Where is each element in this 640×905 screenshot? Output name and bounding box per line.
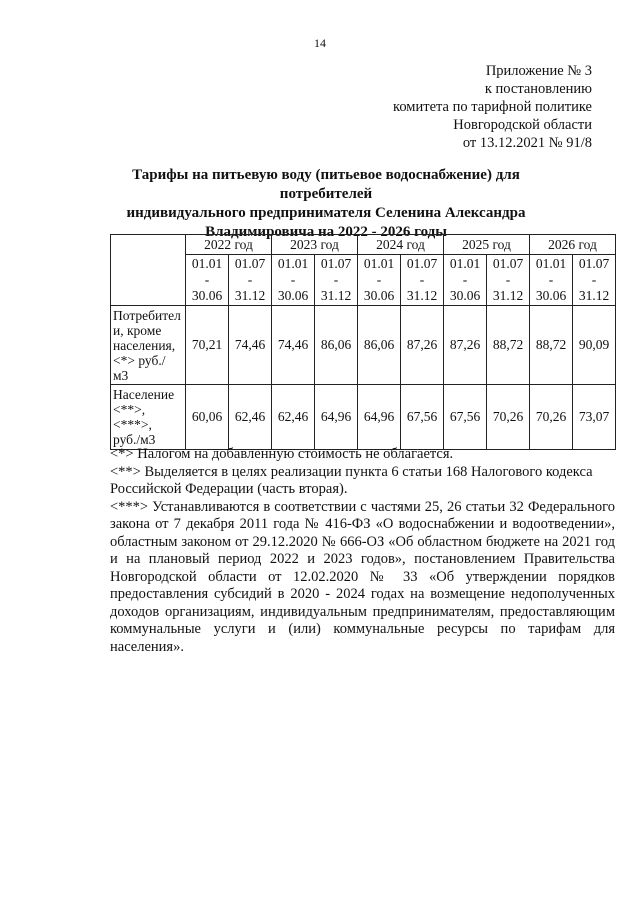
year-header: 2024 год	[358, 235, 444, 255]
period-header: 01.01 - 30.06	[358, 255, 401, 306]
footnote-legal-basis: <***> Устанавливаются в соответствии с частями 25, 26 статьи 32 Федерального закона от 7 декабря 2011 года № 416-ФЗ «О водоснабжении и водоотведении», областным законом от 29.12.2020 № 666-ОЗ «Об областном бюджете на 2021 год и на плановый период 2022 и 2023 годов», постановлением Правительства Новгородской области от 12.02.2020 № 33 «Об утверждении порядков предоставления субсидий в 2020 - 2024 годах на возмещение недополученных доходов организациям, индивидуальным предпринимателям, предоставляющим коммунальные услуги и (или) коммунальные ресурсы по тарифам для населения».	[110, 498, 615, 655]
tariff-value: 70,26	[530, 385, 573, 450]
tariff-value: 73,07	[573, 385, 616, 450]
period-header: 01.01 - 30.06	[272, 255, 315, 306]
tariff-value: 70,21	[186, 306, 229, 385]
corner-cell	[111, 235, 186, 306]
tariff-value: 70,26	[487, 385, 530, 450]
row-label-consumers: Потребител и, кроме населения, <*> руб./ м3	[111, 306, 186, 385]
tariff-value: 88,72	[530, 306, 573, 385]
year-header-row	[111, 235, 616, 255]
tariff-value: 74,46	[272, 306, 315, 385]
tariff-value: 86,06	[315, 306, 358, 385]
footnote-vat: <*> Налогом на добавленную стоимость не облагается.	[110, 446, 454, 462]
period-header: 01.07 - 31.12	[315, 255, 358, 306]
row-label-population: Население <**>, <***>, руб./м3	[111, 385, 186, 450]
tariff-value: 88,72	[487, 306, 530, 385]
tariff-value: 67,56	[401, 385, 444, 450]
tariff-value: 86,06	[358, 306, 401, 385]
tariff-value: 62,46	[272, 385, 315, 450]
appendix-block	[393, 62, 592, 152]
appendix-line: от 13.12.2021 № 91/8	[462, 135, 592, 151]
footnotes	[110, 446, 615, 656]
appendix-line: Приложение № 3	[485, 63, 592, 79]
tariff-value: 64,96	[358, 385, 401, 450]
page-number: 14	[314, 36, 326, 50]
tariff-value: 87,26	[444, 306, 487, 385]
title-line: индивидуального предпринимателя Селенина Александра	[126, 205, 526, 221]
tariff-value: 67,56	[444, 385, 487, 450]
period-header-row	[111, 255, 616, 306]
appendix-line: Новгородской области	[453, 117, 592, 133]
tariff-value: 90,09	[573, 306, 616, 385]
year-header: 2022 год	[186, 235, 272, 255]
title-line: Владимировича на 2022 - 2026 годы	[205, 224, 447, 240]
footnote-tax-code: <**> Выделяется в целях реализации пункта 6 статьи 168 Налогового кодекса Российской Федерации (часть вторая).	[110, 463, 593, 497]
year-header: 2026 год	[530, 235, 616, 255]
appendix-line: к постановлению	[484, 81, 592, 97]
year-header: 2025 год	[444, 235, 530, 255]
title-line: Тарифы на питьевую воду (питьевое водоснабжение) для потребителей	[132, 167, 520, 202]
appendix-line: комитета по тарифной политике	[393, 99, 592, 115]
tariff-value: 60,06	[186, 385, 229, 450]
tariff-value: 62,46	[229, 385, 272, 450]
period-header: 01.01 - 30.06	[530, 255, 573, 306]
tariff-value: 87,26	[401, 306, 444, 385]
period-header: 01.07 - 31.12	[229, 255, 272, 306]
document-title	[108, 166, 544, 242]
period-header: 01.07 - 31.12	[573, 255, 616, 306]
year-header: 2023 год	[272, 235, 358, 255]
table-row	[111, 385, 616, 450]
period-header: 01.07 - 31.12	[487, 255, 530, 306]
tariff-value: 74,46	[229, 306, 272, 385]
period-header: 01.07 - 31.12	[401, 255, 444, 306]
tariff-value: 64,96	[315, 385, 358, 450]
tariff-table	[110, 234, 616, 450]
period-header: 01.01 - 30.06	[186, 255, 229, 306]
table-row	[111, 306, 616, 385]
period-header: 01.01 - 30.06	[444, 255, 487, 306]
